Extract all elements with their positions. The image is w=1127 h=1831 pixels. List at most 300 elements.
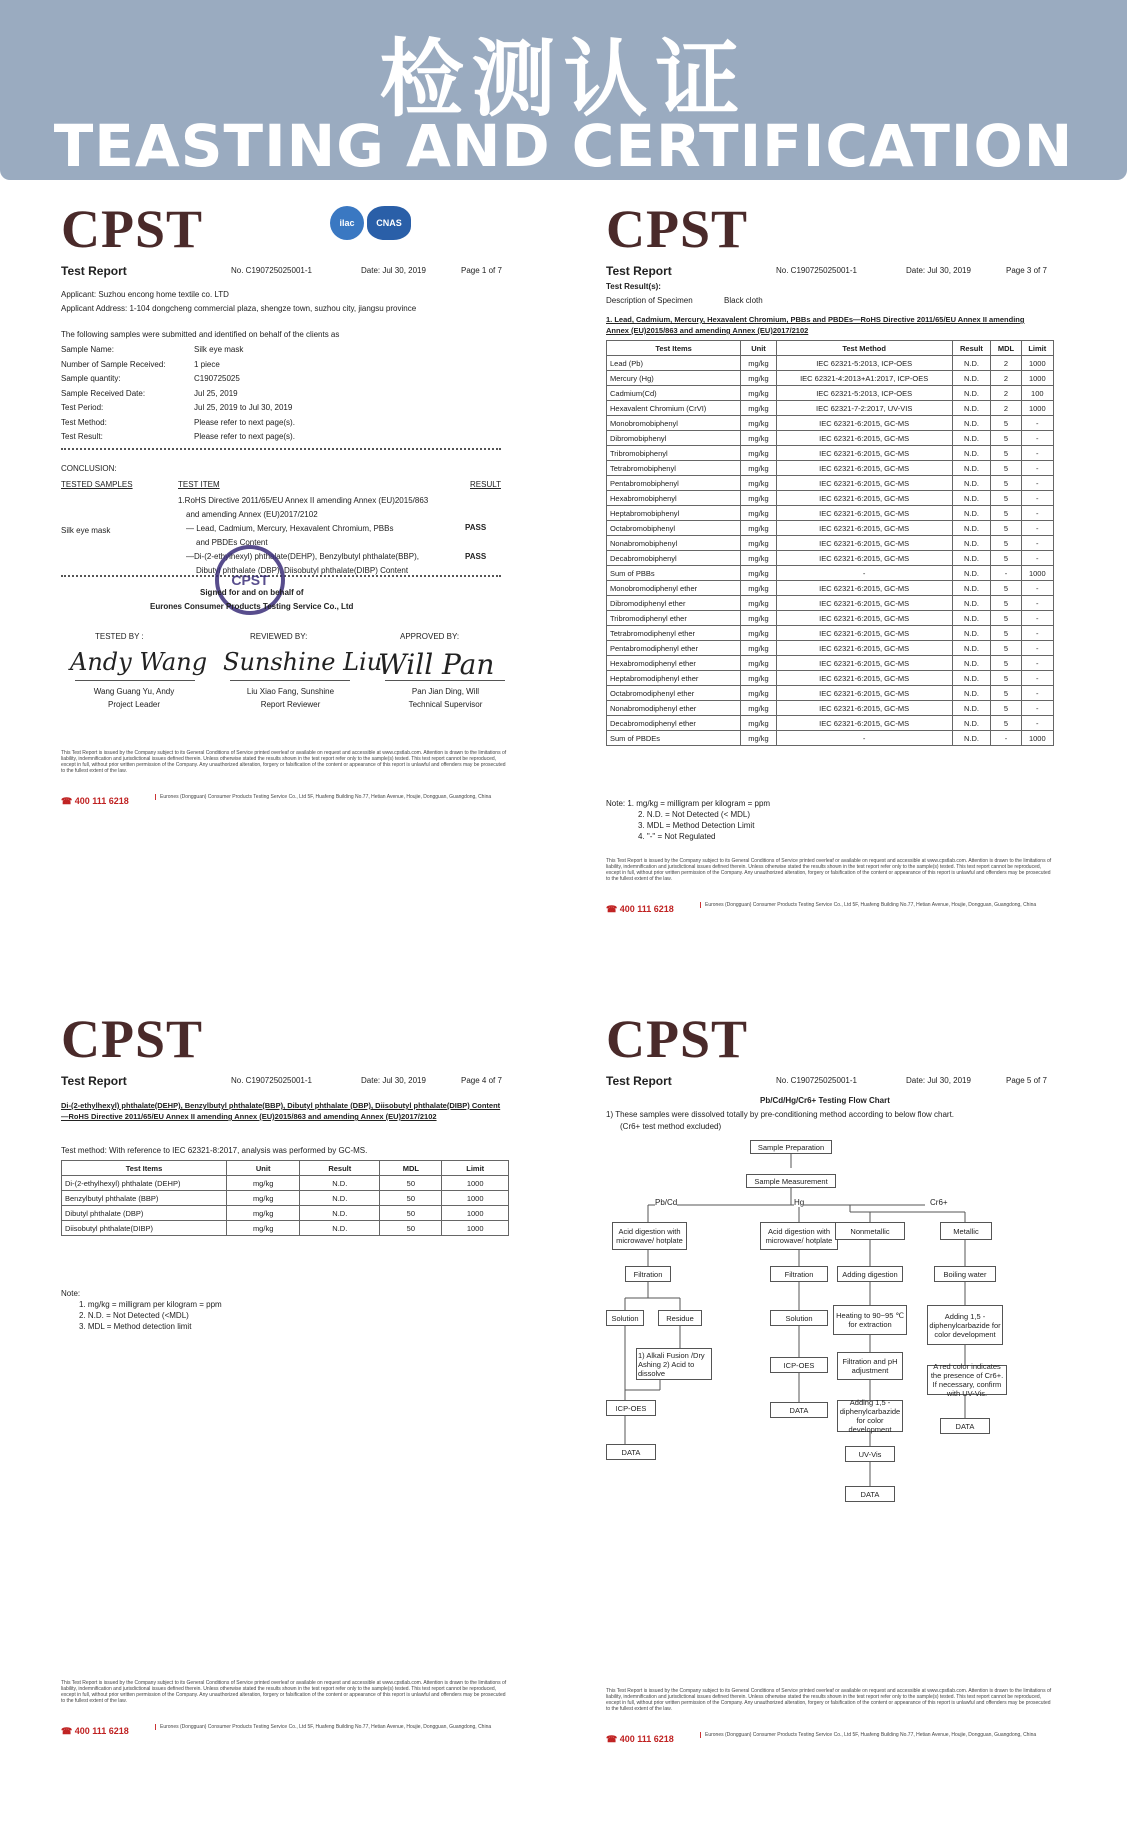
table-cell: 1000 bbox=[442, 1221, 509, 1236]
page-number: Page 4 of 7 bbox=[461, 1076, 502, 1085]
table-cell: mg/kg bbox=[741, 431, 777, 446]
table-cell: mg/kg bbox=[741, 641, 777, 656]
table-cell: N.D. bbox=[952, 596, 991, 611]
table-cell: - bbox=[1021, 686, 1053, 701]
table-cell: mg/kg bbox=[741, 581, 777, 596]
table-cell: IEC 62321-7-2:2017, UV-VIS bbox=[776, 401, 952, 416]
table-row bbox=[607, 581, 1054, 596]
table-cell: Decabromodiphenyl ether bbox=[607, 716, 741, 731]
table-cell: 5 bbox=[991, 461, 1021, 476]
table-cell: 1000 bbox=[442, 1191, 509, 1206]
table-cell: mg/kg bbox=[741, 461, 777, 476]
table-cell: 5 bbox=[991, 521, 1021, 536]
table-cell: 5 bbox=[991, 641, 1021, 656]
table-cell: 5 bbox=[991, 431, 1021, 446]
table-cell: 5 bbox=[991, 656, 1021, 671]
table-cell: IEC 62321-4:2013+A1:2017, ICP-OES bbox=[776, 371, 952, 386]
table-cell: IEC 62321-6:2015, GC-MS bbox=[776, 701, 952, 716]
company-name: Eurones Consumer Products Testing Service Co., Ltd bbox=[150, 602, 354, 611]
table-cell: - bbox=[1021, 671, 1053, 686]
table-cell: - bbox=[1021, 491, 1053, 506]
flow-adding-digestion: Adding digestion bbox=[837, 1266, 903, 1282]
applicant-address: Applicant Address: 1-104 dongcheng commercial plaza, shengze town, suzhou city, jiangsu province bbox=[61, 304, 417, 313]
flow-add-diphenylcarbazide-b: Adding 1,5 -diphenylcarbazide for color development bbox=[837, 1400, 903, 1432]
signature-sunshine: Sunshine Liu bbox=[223, 648, 383, 676]
table-cell: - bbox=[1021, 701, 1053, 716]
flow-residue: Residue bbox=[658, 1310, 702, 1326]
table-cell: IEC 62321-5:2013, ICP-OES bbox=[776, 356, 952, 371]
table-cell: mg/kg bbox=[741, 731, 777, 746]
field-row: Test Method: Please refer to next page(s). bbox=[61, 417, 295, 427]
banner bbox=[0, 0, 1127, 180]
table-header-row: Test Items Unit Result MDL Limit bbox=[62, 1161, 509, 1176]
table-cell: - bbox=[1021, 431, 1053, 446]
table-cell: N.D. bbox=[952, 611, 991, 626]
table-row bbox=[607, 401, 1054, 416]
applicant: Applicant: Suzhou encong home textile co. LTD bbox=[61, 290, 229, 299]
table-row bbox=[607, 386, 1054, 401]
report-date: Date: Jul 30, 2019 bbox=[906, 266, 971, 275]
table-cell: IEC 62321-6:2015, GC-MS bbox=[776, 551, 952, 566]
table-cell: Nonabromobiphenyl bbox=[607, 536, 741, 551]
report-title: Test Report bbox=[61, 264, 127, 278]
sample-name: Silk eye mask bbox=[61, 526, 111, 535]
table-cell: 5 bbox=[991, 701, 1021, 716]
report-page-5 bbox=[600, 1000, 1127, 1780]
flow-icp-oes-1: ICP-OES bbox=[606, 1400, 656, 1416]
banner-title-en: TEASTING AND CERTIFICATION bbox=[53, 112, 1074, 180]
table-cell: 5 bbox=[991, 416, 1021, 431]
flow-nonmetallic: Nonmetallic bbox=[835, 1222, 905, 1240]
table-cell: IEC 62321-6:2015, GC-MS bbox=[776, 506, 952, 521]
table-cell: mg/kg bbox=[741, 701, 777, 716]
table-cell: 2 bbox=[991, 401, 1021, 416]
table-row bbox=[607, 566, 1054, 581]
report-header bbox=[606, 264, 1071, 278]
table-cell: IEC 62321-6:2015, GC-MS bbox=[776, 641, 952, 656]
table-cell: - bbox=[1021, 446, 1053, 461]
table-cell: N.D. bbox=[300, 1206, 380, 1221]
table-cell: mg/kg bbox=[741, 551, 777, 566]
table-cell: 5 bbox=[991, 476, 1021, 491]
notes: Note: 1. mg/kg = milligram per kilogram = ppm 2. N.D. = Not Detected (<MDL) 3. MDL = Method detection limit bbox=[61, 1289, 222, 1331]
table-cell: mg/kg bbox=[227, 1206, 300, 1221]
phone-number: ☎ 400 111 6218 bbox=[606, 1734, 674, 1744]
table-cell: N.D. bbox=[952, 566, 991, 581]
field-row: Test Period: Jul 25, 2019 to Jul 30, 2019 bbox=[61, 403, 293, 412]
table-cell: 5 bbox=[991, 506, 1021, 521]
table-row bbox=[607, 476, 1054, 491]
table-cell: - bbox=[1021, 536, 1053, 551]
table-cell: 5 bbox=[991, 581, 1021, 596]
table-cell: - bbox=[1021, 641, 1053, 656]
table-cell: IEC 62321-6:2015, GC-MS bbox=[776, 446, 952, 461]
report-number: No. C190725025001-1 bbox=[776, 266, 857, 275]
field-row: Sample quantity: C190725025 bbox=[61, 374, 240, 383]
flow-add-diphenylcarbazide-a: Adding 1,5 -diphenylcarbazide for color development bbox=[927, 1305, 1003, 1345]
table-row bbox=[607, 671, 1054, 686]
table-header-row: Test Items Unit Test Method Result MDL Limit bbox=[607, 341, 1054, 356]
table-cell: N.D. bbox=[952, 416, 991, 431]
sig-line bbox=[385, 680, 505, 681]
table-cell: 2 bbox=[991, 356, 1021, 371]
table-cell: Hexabromobiphenyl bbox=[607, 491, 741, 506]
table-cell: - bbox=[776, 566, 952, 581]
table-cell: mg/kg bbox=[741, 566, 777, 581]
col-test-item: TEST ITEM bbox=[178, 480, 220, 489]
table-cell: 5 bbox=[991, 446, 1021, 461]
col-result: RESULT bbox=[470, 480, 501, 489]
phone-number: ☎ 400 111 6218 bbox=[606, 904, 674, 914]
table-row bbox=[607, 446, 1054, 461]
table-cell: Hexavalent Chromium (CrVI) bbox=[607, 401, 741, 416]
phthalate-heading: Di-(2-ethylhexyl) phthalate(DEHP), Benzylbutyl phthalate(BBP), Dibutyl phthalate (DBP), Diisobutyl phthalate(DIBP) Content—RoHS Directive 2011/65/EU Annex II amending Annex (EU)2015/863 and amending Annex (EU)2017/2102 bbox=[61, 1101, 501, 1121]
phone-number: ☎ 400 111 6218 bbox=[61, 796, 129, 806]
table-cell: - bbox=[1021, 596, 1053, 611]
table-cell: 2 bbox=[991, 371, 1021, 386]
table-cell: Cadmium(Cd) bbox=[607, 386, 741, 401]
table-cell: 5 bbox=[991, 596, 1021, 611]
table-cell: N.D. bbox=[300, 1221, 380, 1236]
report-title: Test Report bbox=[61, 1074, 127, 1088]
table-cell: 50 bbox=[380, 1176, 442, 1191]
table-cell: 5 bbox=[991, 671, 1021, 686]
table-row bbox=[607, 416, 1054, 431]
table-cell: Tetrabromodiphenyl ether bbox=[607, 626, 741, 641]
table-cell: 5 bbox=[991, 716, 1021, 731]
flow-cr: Cr6+ bbox=[930, 1198, 948, 1207]
name-andy: Wang Guang Yu, Andy bbox=[93, 687, 175, 696]
table-cell: - bbox=[991, 731, 1021, 746]
table-row bbox=[607, 641, 1054, 656]
table-row bbox=[607, 701, 1054, 716]
table-cell: N.D. bbox=[952, 626, 991, 641]
table-cell: Monobromobiphenyl bbox=[607, 416, 741, 431]
table-cell: IEC 62321-6:2015, GC-MS bbox=[776, 716, 952, 731]
disclaimer: This Test Report is issued by the Company subject to its General Conditions of Service printed overleaf or available on request and accessible at www.cpstlab.com. Attention is drawn to the limitations of liability, indemnification and jurisdictional issues defined therein. Unless otherwise stated the results shown in the test report refer only to the sample(s) tested. This test report cannot be reproduced, except in full, without prior written permission of the Company. Any unauthorized alteration, forgery or falsification of the content or appearance of this report is unlawful and offenders may be prosecuted to the fullest extent of the law. bbox=[61, 1680, 507, 1704]
table-cell: 50 bbox=[380, 1191, 442, 1206]
table-row bbox=[62, 1221, 509, 1236]
flow-intro-2: (Cr6+ test method excluded) bbox=[620, 1122, 722, 1131]
table-cell: Tribromodiphenyl ether bbox=[607, 611, 741, 626]
table-cell: N.D. bbox=[952, 371, 991, 386]
flow-data-3: DATA bbox=[845, 1486, 895, 1502]
table-row bbox=[607, 521, 1054, 536]
table-row bbox=[607, 611, 1054, 626]
table-cell: N.D. bbox=[300, 1176, 380, 1191]
flow-acid-digestion-2: Acid digestion with microwave/ hotplate bbox=[760, 1222, 838, 1250]
table-cell: 1000 bbox=[1021, 731, 1053, 746]
sample-fields bbox=[61, 344, 501, 442]
table-cell: mg/kg bbox=[741, 401, 777, 416]
sig-line bbox=[75, 680, 195, 681]
table-cell: N.D. bbox=[952, 446, 991, 461]
table-cell: - bbox=[1021, 611, 1053, 626]
table-cell: N.D. bbox=[952, 581, 991, 596]
table-cell: mg/kg bbox=[741, 491, 777, 506]
field-row: Sample Received Date: Jul 25, 2019 bbox=[61, 388, 238, 398]
table-cell: N.D. bbox=[952, 701, 991, 716]
flow-data-1: DATA bbox=[606, 1444, 656, 1460]
flow-boiling-water: Boiling water bbox=[934, 1266, 996, 1282]
cpst-logo: CPST bbox=[606, 1009, 749, 1069]
table-cell: Heptabromodiphenyl ether bbox=[607, 671, 741, 686]
table-row bbox=[607, 461, 1054, 476]
field-row: Test Result: Please refer to next page(s). bbox=[61, 432, 295, 441]
rohs-heading: 1. Lead, Cadmium, Mercury, Hexavalent Chromium, PBBs and PBDEs—RoHS Directive 2011/65/EU Annex II amending Annex (EU)2015/863 and amending Annex (EU)2017/2102 bbox=[606, 315, 1025, 335]
table-row bbox=[62, 1191, 509, 1206]
conclusion-label: CONCLUSION: bbox=[61, 464, 117, 473]
phone-number: ☎ 400 111 6218 bbox=[61, 1726, 129, 1736]
flow-red-color: A red color indicates the presence of Cr6+. If necessary, confirm with UV-Vis. bbox=[927, 1365, 1007, 1395]
table-cell: 100 bbox=[1021, 386, 1053, 401]
table-cell: IEC 62321-6:2015, GC-MS bbox=[776, 626, 952, 641]
intro: The following samples were submitted and identified on behalf of the clients as bbox=[61, 330, 340, 339]
result-pass-1: PASS bbox=[465, 523, 487, 532]
table-cell: IEC 62321-6:2015, GC-MS bbox=[776, 656, 952, 671]
table-cell: 1000 bbox=[1021, 371, 1053, 386]
table-cell: N.D. bbox=[952, 671, 991, 686]
table-cell: 2 bbox=[991, 386, 1021, 401]
table-cell: Lead (Pb) bbox=[607, 356, 741, 371]
table-cell: mg/kg bbox=[741, 611, 777, 626]
flow-alkali-fusion: 1) Alkali Fusion /Dry Ashing 2) Acid to dissolve bbox=[636, 1348, 712, 1380]
rohs-results-table bbox=[606, 340, 1054, 746]
report-date: Date: Jul 30, 2019 bbox=[361, 266, 426, 275]
page-number: Page 3 of 7 bbox=[1006, 266, 1047, 275]
col-tested-samples: TESTED SAMPLES bbox=[61, 480, 133, 489]
table-cell: IEC 62321-6:2015, GC-MS bbox=[776, 431, 952, 446]
table-cell: 5 bbox=[991, 551, 1021, 566]
table-row bbox=[607, 596, 1054, 611]
table-cell: N.D. bbox=[952, 521, 991, 536]
cpst-logo: CPST bbox=[61, 199, 204, 259]
table-cell: IEC 62321-6:2015, GC-MS bbox=[776, 476, 952, 491]
table-cell: Heptabromobiphenyl bbox=[607, 506, 741, 521]
test-results-label: Test Result(s): bbox=[606, 282, 661, 291]
table-row bbox=[607, 431, 1054, 446]
table-cell: N.D. bbox=[952, 641, 991, 656]
flow-filtration-2: Filtration bbox=[770, 1266, 828, 1282]
table-cell: N.D. bbox=[300, 1191, 380, 1206]
table-cell: IEC 62321-6:2015, GC-MS bbox=[776, 596, 952, 611]
company-address: Eurones (Dongguan) Consumer Products Testing Service Co., Ltd 5F, Huafeng Building No.77, Hetian Avenue, Houjie, Dongguan, Guangdong, China bbox=[155, 1724, 505, 1730]
table-cell: N.D. bbox=[952, 716, 991, 731]
table-row bbox=[607, 536, 1054, 551]
table-cell: - bbox=[1021, 461, 1053, 476]
company-address: Eurones (Dongguan) Consumer Products Testing Service Co., Ltd 5F, Huafeng Building No.77, Hetian Avenue, Houjie, Dongguan, Guangdong, China bbox=[700, 1732, 1050, 1738]
table-cell: 1000 bbox=[442, 1176, 509, 1191]
table-cell: Sum of PBDEs bbox=[607, 731, 741, 746]
table-cell: 5 bbox=[991, 536, 1021, 551]
role-reviewed: REVIEWED BY: bbox=[250, 632, 308, 641]
flow-data-2: DATA bbox=[770, 1402, 828, 1418]
table-cell: - bbox=[1021, 416, 1053, 431]
table-cell: 1000 bbox=[1021, 566, 1053, 581]
company-address: Eurones (Dongguan) Consumer Products Testing Service Co., Ltd 5F, Huafeng Building No.77, Hetian Avenue, Houjie, Dongguan, Guangdong, China bbox=[700, 902, 1050, 908]
page-number: Page 1 of 7 bbox=[461, 266, 502, 275]
table-cell: N.D. bbox=[952, 686, 991, 701]
report-number: No. C190725025001-1 bbox=[231, 1076, 312, 1085]
table-cell: IEC 62321-6:2015, GC-MS bbox=[776, 461, 952, 476]
table-cell: N.D. bbox=[952, 506, 991, 521]
table-cell: mg/kg bbox=[741, 386, 777, 401]
ilac-mra-badge-icon: ilac bbox=[330, 206, 364, 240]
cpst-stamp: CPST bbox=[215, 545, 285, 615]
signed-label: Signed for and on behalf of bbox=[200, 588, 304, 597]
table-cell: IEC 62321-6:2015, GC-MS bbox=[776, 536, 952, 551]
table-row bbox=[607, 731, 1054, 746]
specimen-value: Black cloth bbox=[724, 296, 763, 305]
flow-filtration-1: Filtration bbox=[625, 1266, 671, 1282]
table-cell: Octabromobiphenyl bbox=[607, 521, 741, 536]
table-cell: mg/kg bbox=[741, 476, 777, 491]
flow-acid-digestion-1: Acid digestion with microwave/ hotplate bbox=[612, 1222, 687, 1250]
table-cell: IEC 62321-6:2015, GC-MS bbox=[776, 416, 952, 431]
report-number: No. C190725025001-1 bbox=[231, 266, 312, 275]
table-row bbox=[607, 716, 1054, 731]
table-row bbox=[607, 626, 1054, 641]
table-cell: mg/kg bbox=[741, 536, 777, 551]
flow-sample-measurement: Sample Measurement bbox=[746, 1174, 836, 1188]
table-cell: N.D. bbox=[952, 386, 991, 401]
table-cell: - bbox=[1021, 626, 1053, 641]
table-row bbox=[607, 491, 1054, 506]
disclaimer: This Test Report is issued by the Company subject to its General Conditions of Service printed overleaf or available on request and accessible at www.cpstlab.com. Attention is drawn to the limitations of liability, indemnification and jurisdictional issues defined therein. Unless otherwise stated the results shown in the test report refer only to the sample(s) tested. This test report cannot be reproduced, except in full, without prior written permission of the Company. Any unauthorized alteration, forgery or falsification of the content or appearance of this report is unlawful and offenders may be prosecuted to the fullest extent of the law. bbox=[606, 858, 1052, 882]
table-cell: Nonabromodiphenyl ether bbox=[607, 701, 741, 716]
table-cell: - bbox=[1021, 551, 1053, 566]
table-cell: N.D. bbox=[952, 551, 991, 566]
specimen-label: Description of Specimen bbox=[606, 296, 693, 305]
table-cell: 1000 bbox=[442, 1206, 509, 1221]
table-row bbox=[607, 506, 1054, 521]
role-approved: APPROVED BY: bbox=[400, 632, 460, 641]
table-cell: Benzylbutyl phthalate (BBP) bbox=[62, 1191, 227, 1206]
table-cell: mg/kg bbox=[227, 1191, 300, 1206]
table-cell: - bbox=[1021, 521, 1053, 536]
signature-will: Will Pan bbox=[378, 648, 495, 681]
report-page-1 bbox=[55, 190, 585, 970]
flow-intro: 1) These samples were dissolved totally by pre-conditioning method according to below flow chart. bbox=[606, 1110, 955, 1119]
signature-andy: Andy Wang bbox=[70, 648, 208, 676]
table-cell: mg/kg bbox=[741, 656, 777, 671]
table-cell: Dibromobiphenyl bbox=[607, 431, 741, 446]
table-cell: N.D. bbox=[952, 356, 991, 371]
table-row bbox=[607, 356, 1054, 371]
flow-uv-vis: UV-Vis bbox=[845, 1446, 895, 1462]
table-cell: mg/kg bbox=[741, 686, 777, 701]
flow-sample-preparation: Sample Preparation bbox=[750, 1140, 832, 1154]
table-row bbox=[607, 686, 1054, 701]
table-cell: mg/kg bbox=[741, 626, 777, 641]
cpst-logo: CPST bbox=[61, 1009, 204, 1069]
table-cell: mg/kg bbox=[227, 1176, 300, 1191]
table-cell: N.D. bbox=[952, 731, 991, 746]
table-cell: IEC 62321-6:2015, GC-MS bbox=[776, 521, 952, 536]
report-title: Test Report bbox=[606, 264, 672, 278]
table-cell: Dibromodiphenyl ether bbox=[607, 596, 741, 611]
table-cell: - bbox=[1021, 716, 1053, 731]
report-title: Test Report bbox=[606, 1074, 672, 1088]
table-cell: N.D. bbox=[952, 431, 991, 446]
report-header bbox=[61, 1074, 526, 1088]
flow-solution-1: Solution bbox=[606, 1310, 644, 1326]
name-will: Pan Jian Ding, Will bbox=[411, 687, 480, 696]
table-cell: Di-(2-ethylhexyl) phthalate (DEHP) bbox=[62, 1176, 227, 1191]
table-cell: IEC 62321-5:2013, ICP-OES bbox=[776, 386, 952, 401]
report-page-4 bbox=[55, 1000, 585, 1780]
table-cell: - bbox=[1021, 656, 1053, 671]
table-cell: mg/kg bbox=[741, 371, 777, 386]
table-cell: Sum of PBBs bbox=[607, 566, 741, 581]
table-cell: mg/kg bbox=[741, 671, 777, 686]
table-cell: mg/kg bbox=[741, 446, 777, 461]
flow-filtration-ph: Filtration and pH adjustment bbox=[837, 1352, 903, 1380]
banner-title-cn: 检测认证 bbox=[379, 30, 748, 128]
table-cell: - bbox=[1021, 476, 1053, 491]
table-cell: Octabromodiphenyl ether bbox=[607, 686, 741, 701]
table-cell: IEC 62321-6:2015, GC-MS bbox=[776, 581, 952, 596]
cpst-logo: CPST bbox=[606, 199, 749, 259]
table-cell: Diisobutyl phthalate(DIBP) bbox=[62, 1221, 227, 1236]
table-cell: 1000 bbox=[1021, 401, 1053, 416]
table-cell: N.D. bbox=[952, 656, 991, 671]
table-cell: - bbox=[1021, 581, 1053, 596]
table-cell: Monobromodiphenyl ether bbox=[607, 581, 741, 596]
field-row: Sample Name: Silk eye mask bbox=[61, 345, 244, 354]
table-cell: 5 bbox=[991, 626, 1021, 641]
flow-metallic: Metallic bbox=[940, 1222, 992, 1240]
report-header bbox=[61, 264, 526, 278]
table-cell: N.D. bbox=[952, 476, 991, 491]
table-row bbox=[62, 1176, 509, 1191]
table-cell: 5 bbox=[991, 491, 1021, 506]
table-cell: Tribromobiphenyl bbox=[607, 446, 741, 461]
cnas-badge-icon: CNAS bbox=[367, 206, 411, 240]
table-cell: N.D. bbox=[952, 536, 991, 551]
table-cell: Pentabromodiphenyl ether bbox=[607, 641, 741, 656]
flow-heating: Heating to 90~95 ℃ for extraction bbox=[833, 1305, 907, 1335]
table-cell: IEC 62321-6:2015, GC-MS bbox=[776, 491, 952, 506]
table-cell: Decabromobiphenyl bbox=[607, 551, 741, 566]
sig-line bbox=[230, 680, 350, 681]
flow-solution-2: Solution bbox=[770, 1310, 828, 1326]
table-cell: IEC 62321-6:2015, GC-MS bbox=[776, 686, 952, 701]
test-items: 1.RoHS Directive 2011/65/EU Annex II amending Annex (EU)2015/863 and amending Annex (EU)2017/2102 — Lead, Cadmium, Mercury, Hexavalent Chromium, PBBs and PBDEs Content —Di-(2-ethylhexyl) phthalate(DEHP), Benzylbutyl phthalate(BBP), Dibutyl phthalate (DBP), Diisobutyl phthalate(DIBP) Content bbox=[178, 496, 429, 575]
table-cell: - bbox=[776, 731, 952, 746]
flow-data-4: DATA bbox=[940, 1418, 990, 1434]
table-cell: mg/kg bbox=[741, 521, 777, 536]
table-row bbox=[607, 371, 1054, 386]
table-cell: - bbox=[991, 566, 1021, 581]
role-tested: TESTED BY : bbox=[95, 632, 144, 641]
divider bbox=[61, 448, 501, 450]
table-cell: 50 bbox=[380, 1206, 442, 1221]
notes: Note: 1. mg/kg = milligram per kilogram = ppm 2. N.D. = Not Detected (< MDL) 3. MDL = Method Detection Limit 4. "-" = Not Regulated bbox=[606, 799, 771, 841]
phthalate-results-table bbox=[61, 1160, 509, 1236]
table-cell: 1000 bbox=[1021, 356, 1053, 371]
table-cell: mg/kg bbox=[741, 506, 777, 521]
table-cell: Pentabromobiphenyl bbox=[607, 476, 741, 491]
flow-hg: Hg bbox=[794, 1198, 805, 1207]
report-number: No. C190725025001-1 bbox=[776, 1076, 857, 1085]
field-row: Number of Sample Received: 1 piece bbox=[61, 359, 220, 369]
table-cell: Hexabromodiphenyl ether bbox=[607, 656, 741, 671]
title-sunshine: Report Reviewer bbox=[260, 700, 321, 709]
flow-icp-oes-2: ICP-OES bbox=[770, 1357, 828, 1373]
table-cell: IEC 62321-6:2015, GC-MS bbox=[776, 671, 952, 686]
table-cell: 5 bbox=[991, 611, 1021, 626]
